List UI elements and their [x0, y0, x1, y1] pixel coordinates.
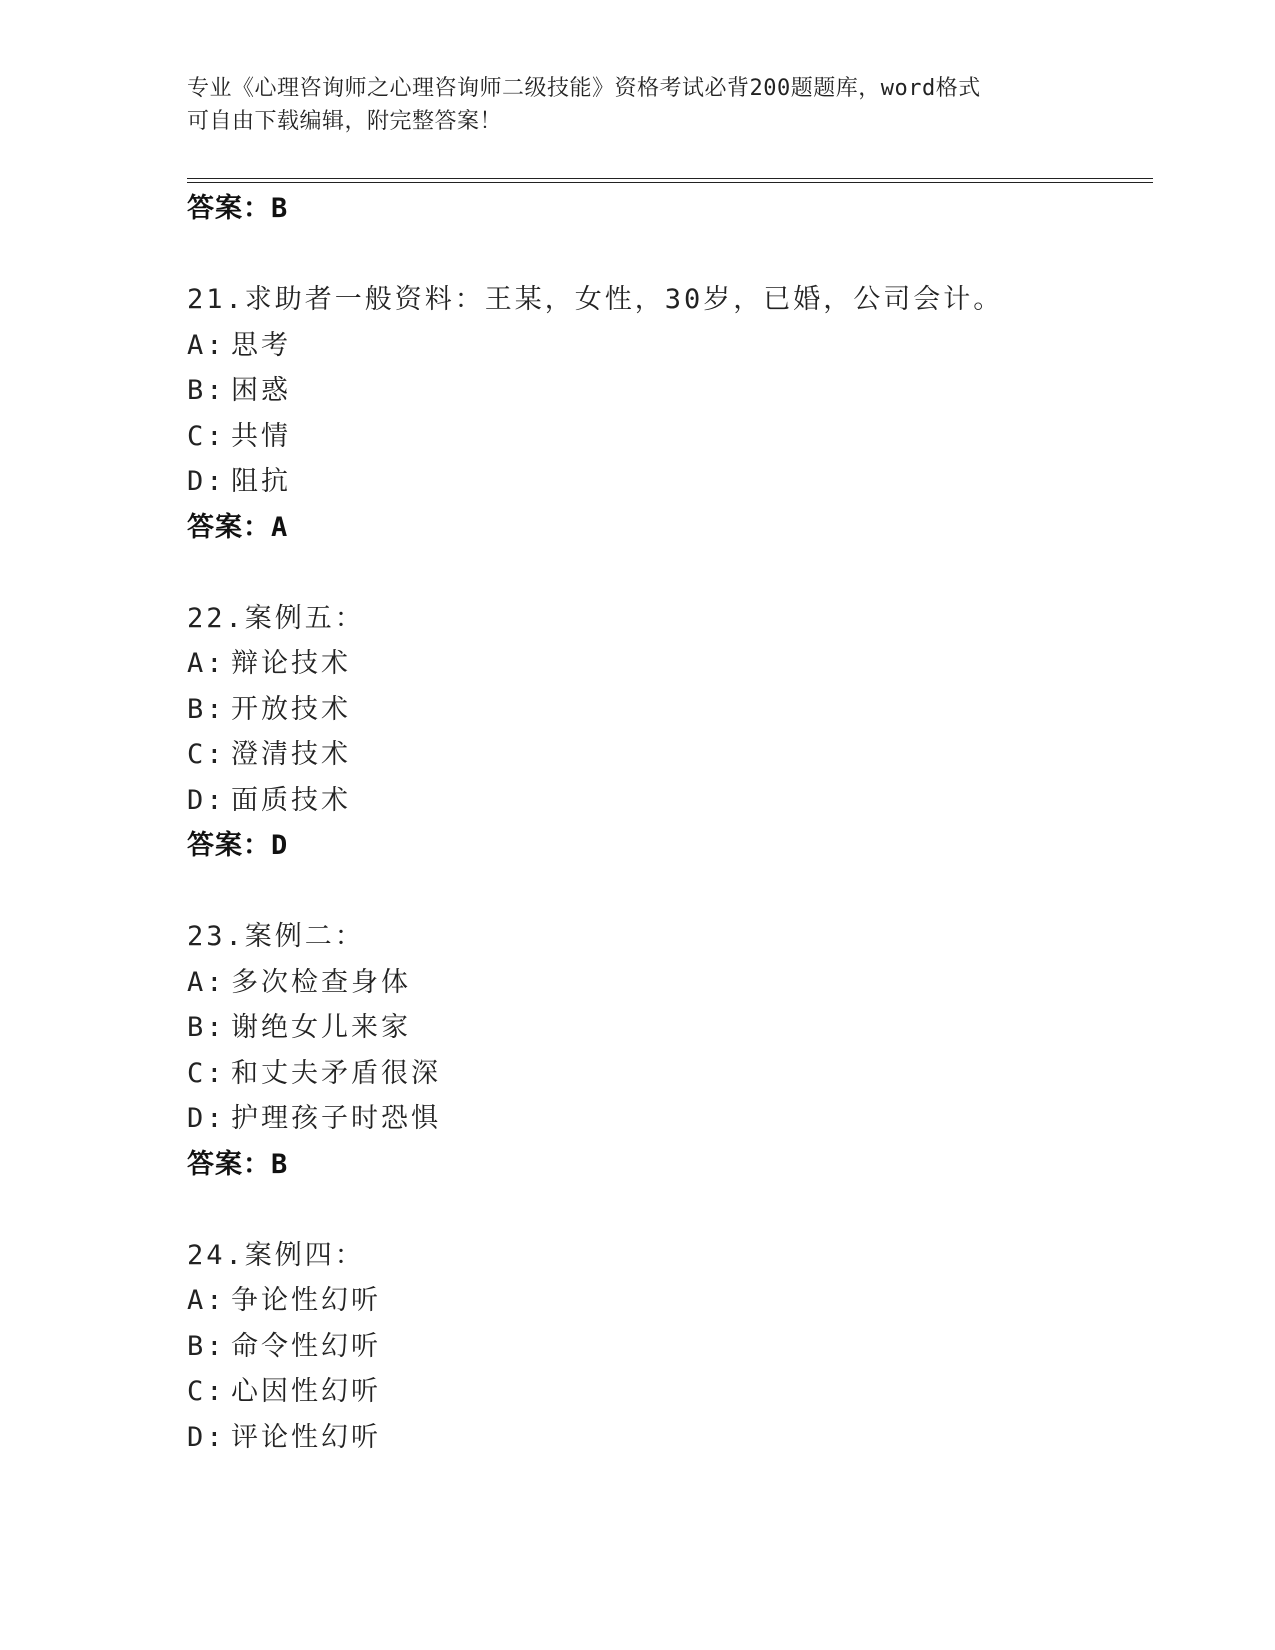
- option-letter: A:: [187, 648, 226, 679]
- option-a: [187, 641, 1147, 687]
- option-d: [187, 1096, 1147, 1142]
- option-letter: A:: [187, 329, 226, 361]
- option-text: 阻抗: [231, 466, 291, 497]
- option-d: [187, 778, 1147, 824]
- question-stem: 24.案例四：: [187, 1239, 365, 1271]
- question-stem: 22.案例五：: [187, 602, 365, 634]
- option-a: [187, 323, 1147, 369]
- option-letter: C:: [187, 420, 226, 452]
- option-letter: B:: [187, 375, 226, 406]
- option-a: [187, 1278, 1147, 1324]
- question-22: [187, 596, 1147, 869]
- option-text: 评论性幻听: [231, 1421, 381, 1453]
- option-letter: D:: [187, 1421, 226, 1453]
- option-text: 命令性幻听: [231, 1330, 381, 1362]
- spacer: [187, 232, 1147, 278]
- spacer: [187, 1187, 1147, 1233]
- option-letter: B:: [187, 1330, 226, 1362]
- option-text: 面质技术: [231, 784, 351, 816]
- option-letter: B:: [187, 1012, 226, 1043]
- option-text: 心因性幻听: [231, 1376, 381, 1407]
- option-b: [187, 1005, 1147, 1051]
- option-text: 和丈夫矛盾很深: [231, 1057, 441, 1089]
- option-text: 多次检查身体: [231, 966, 411, 998]
- option-letter: D:: [187, 784, 226, 816]
- option-letter: D:: [187, 466, 226, 497]
- option-letter: A:: [187, 1285, 226, 1316]
- option-text: 谢绝女儿来家: [231, 1012, 411, 1043]
- option-c: [187, 1051, 1147, 1097]
- answer: 答案：B: [187, 1148, 289, 1180]
- option-text: 澄清技术: [231, 739, 351, 770]
- option-c: [187, 1369, 1147, 1415]
- option-text: 困惑: [231, 375, 291, 406]
- option-letter: C:: [187, 1057, 226, 1089]
- spacer: [187, 869, 1147, 915]
- answer: 答案：D: [187, 830, 289, 861]
- option-text: 开放技术: [231, 693, 351, 725]
- option-text: 思考: [231, 329, 291, 361]
- previous-answer: 答案：B: [187, 193, 289, 224]
- option-letter: C:: [187, 1376, 226, 1407]
- option-b: [187, 368, 1147, 414]
- option-a: [187, 960, 1147, 1006]
- option-c: [187, 414, 1147, 460]
- answer: 答案：A: [187, 511, 289, 543]
- option-d: [187, 459, 1147, 505]
- option-text: 共情: [231, 420, 291, 452]
- document-header: [187, 72, 1087, 138]
- option-letter: B:: [187, 693, 226, 725]
- option-text: 辩论技术: [231, 648, 351, 679]
- question-21: [187, 277, 1147, 550]
- option-text: 护理孩子时恐惧: [231, 1103, 441, 1134]
- question-stem: 21.求助者一般资料：王某，女性，30岁，已婚，公司会计。: [187, 284, 1004, 315]
- header-divider-bottom: [187, 182, 1153, 183]
- header-title-line-1: 专业《心理咨询师之心理咨询师二级技能》资格考试必背200题题库，word格式: [187, 76, 981, 101]
- question-23: [187, 914, 1147, 1187]
- question-24: [187, 1233, 1147, 1461]
- header-title-line-2: 可自由下载编辑，附完整答案！: [187, 109, 503, 134]
- option-d: [187, 1415, 1147, 1461]
- question-list: [187, 186, 1147, 1460]
- option-text: 争论性幻听: [231, 1285, 381, 1316]
- spacer: [187, 550, 1147, 596]
- option-c: [187, 732, 1147, 778]
- question-stem: 23.案例二：: [187, 921, 365, 952]
- option-letter: A:: [187, 966, 226, 998]
- option-letter: C:: [187, 739, 226, 770]
- header-divider-top: [187, 178, 1153, 179]
- option-b: [187, 1324, 1147, 1370]
- option-letter: D:: [187, 1103, 226, 1134]
- option-b: [187, 687, 1147, 733]
